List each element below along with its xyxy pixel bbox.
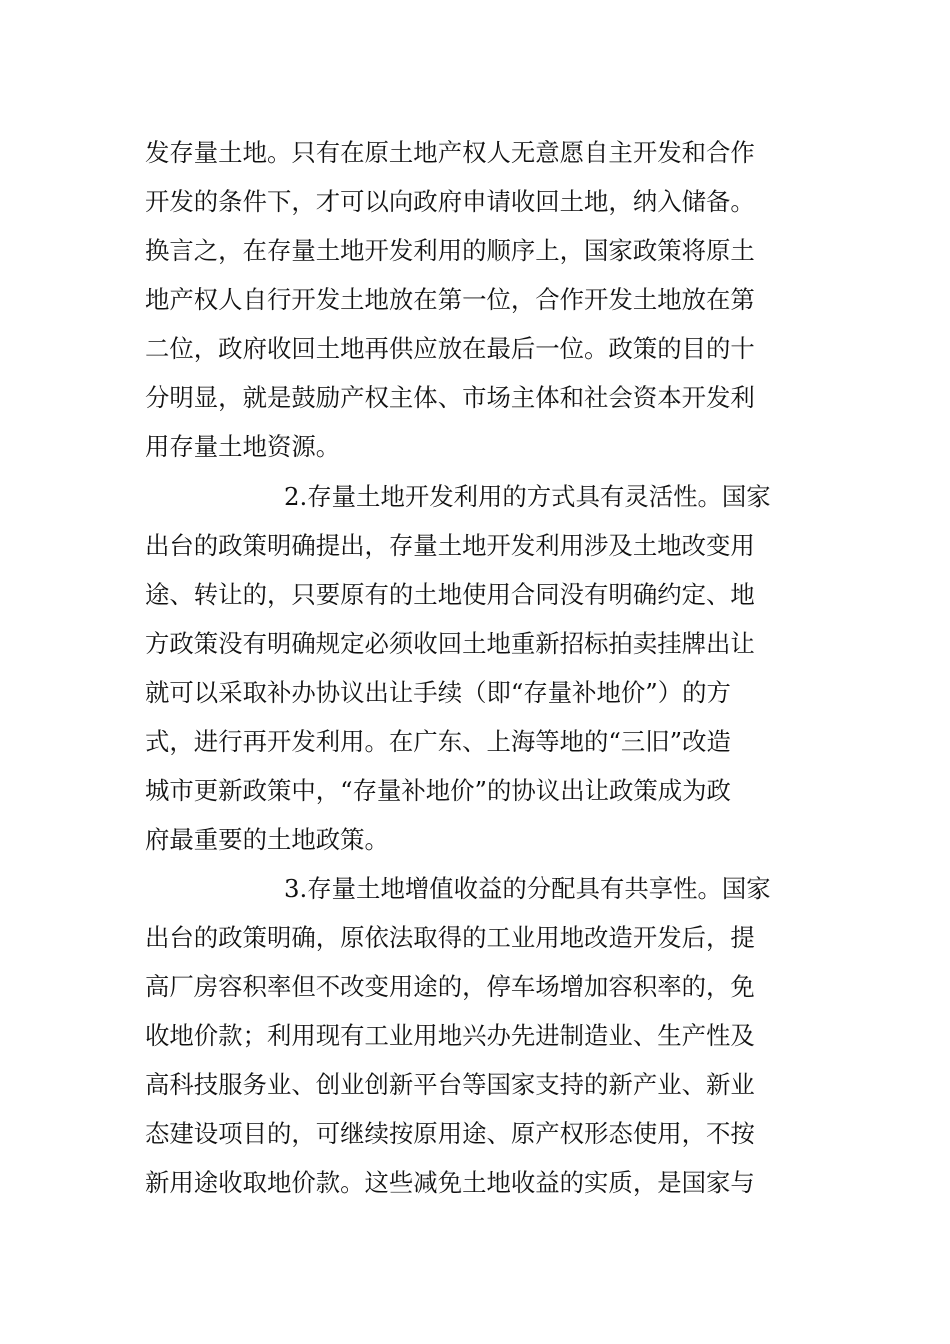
text-line: 换言之，在存量土地开发利用的顺序上，国家政策将原土 [145,236,755,265]
text-line: 二位，政府收回土地再供应放在最后一位。政策的目的十 [145,334,755,363]
text-line: 地产权人自行开发土地放在第一位，合作开发土地放在第 [145,285,755,314]
text-line: 就可以采取补办协议出让手续（即“存量补地价”）的方 [145,678,731,707]
text-line: 新用途收取地价款。这些减免土地收益的实质，是国家与 [145,1168,755,1197]
paragraph-heading-3: 3.存量土地增值收益的分配具有共享性。国家 [284,874,771,903]
text-line: 开发的条件下，才可以向政府申请收回土地，纳入储备。 [145,187,755,216]
text-line: 分明显，就是鼓励产权主体、市场主体和社会资本开发利 [145,383,755,412]
text-line: 收地价款；利用现有工业用地兴办先进制造业、生产性及 [145,1021,755,1050]
text-line: 式，进行再开发利用。在广东、上海等地的“三旧”改造 [145,727,731,756]
paragraph-heading-2: 2.存量土地开发利用的方式具有灵活性。国家 [284,482,771,511]
text-line: 发存量土地。只有在原土地产权人无意愿自主开发和合作 [145,138,755,167]
text-line: 方政策没有明确规定必须收回土地重新招标拍卖挂牌出让 [145,629,755,658]
text-line: 出台的政策明确，原依法取得的工业用地改造开发后，提 [145,923,755,952]
text-line: 用存量土地资源。 [145,432,341,461]
text-line: 城市更新政策中，“存量补地价”的协议出让政策成为政 [145,776,731,805]
text-line: 出台的政策明确提出，存量土地开发利用涉及土地改变用 [145,531,755,560]
text-line: 府最重要的土地政策。 [145,825,389,854]
text-line: 途、转让的，只要原有的土地使用合同没有明确约定、地 [145,580,755,609]
text-line: 态建设项目的，可继续按原用途、原产权形态使用，不按 [145,1119,755,1148]
text-line: 高科技服务业、创业创新平台等国家支持的新产业、新业 [145,1070,755,1099]
text-line: 高厂房容积率但不改变用途的，停车场增加容积率的，免 [145,972,755,1001]
